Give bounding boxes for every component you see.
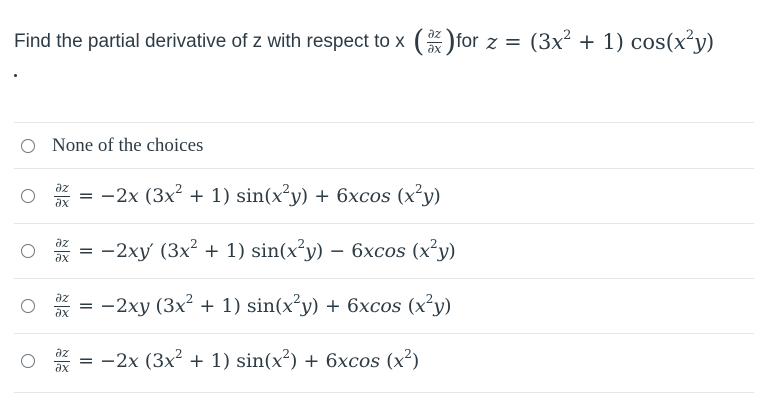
answer-equation: $\frac{\partial z}{\partial x}$ = −2x $(3x^2 + 1) \sin(x^2y) + 6xcos$ $(x^2y)$ — [55, 180, 441, 211]
answer-label: None of the choices — [52, 134, 204, 156]
question-prompt: Find the partial derivative of z with respect to x — [14, 31, 405, 52]
for-label: for — [456, 31, 479, 52]
answer-equation: $\frac{\partial z}{\partial x}$ = −2x $(3x^2 + 1) \sin(x^2) + 6xcos$ $(x^2)$ — [55, 345, 420, 376]
answer-option-none[interactable] — [14, 122, 754, 168]
question-text — [14, 24, 754, 60]
answer-option-3[interactable] — [14, 278, 754, 333]
answer-equation: $\frac{\partial z}{\partial x}$ = −2xy $(3x^2 + 1) \sin(x^2y) + 6xcos$ $(x^2y)$ — [55, 290, 452, 321]
left-paren: ( — [412, 24, 425, 59]
right-paren: ) — [444, 24, 457, 59]
answer-list — [14, 122, 754, 388]
radio-button[interactable] — [21, 189, 35, 203]
function-lhs: z = — [486, 30, 522, 54]
divider — [14, 392, 754, 393]
answer-option-4[interactable] — [14, 333, 754, 388]
function-rhs: $(3x^2 + 1)$ $\cos(x^2y)$ — [529, 28, 715, 54]
radio-button[interactable] — [21, 299, 35, 313]
answer-option-1[interactable] — [14, 168, 754, 223]
answer-equation: $\frac{\partial z}{\partial x}$ = −2xy′ $(3x^2 + 1) \sin(x^2y) - 6xcos$ $(x^2y)$ — [55, 235, 456, 266]
radio-button[interactable] — [21, 139, 35, 153]
partial-derivative-notation: $\frac{\partial z}{\partial x}$ — [427, 26, 442, 57]
answer-option-2[interactable] — [14, 223, 754, 278]
radio-button[interactable] — [21, 244, 35, 258]
radio-button[interactable] — [21, 354, 35, 368]
stray-dot — [14, 74, 17, 77]
